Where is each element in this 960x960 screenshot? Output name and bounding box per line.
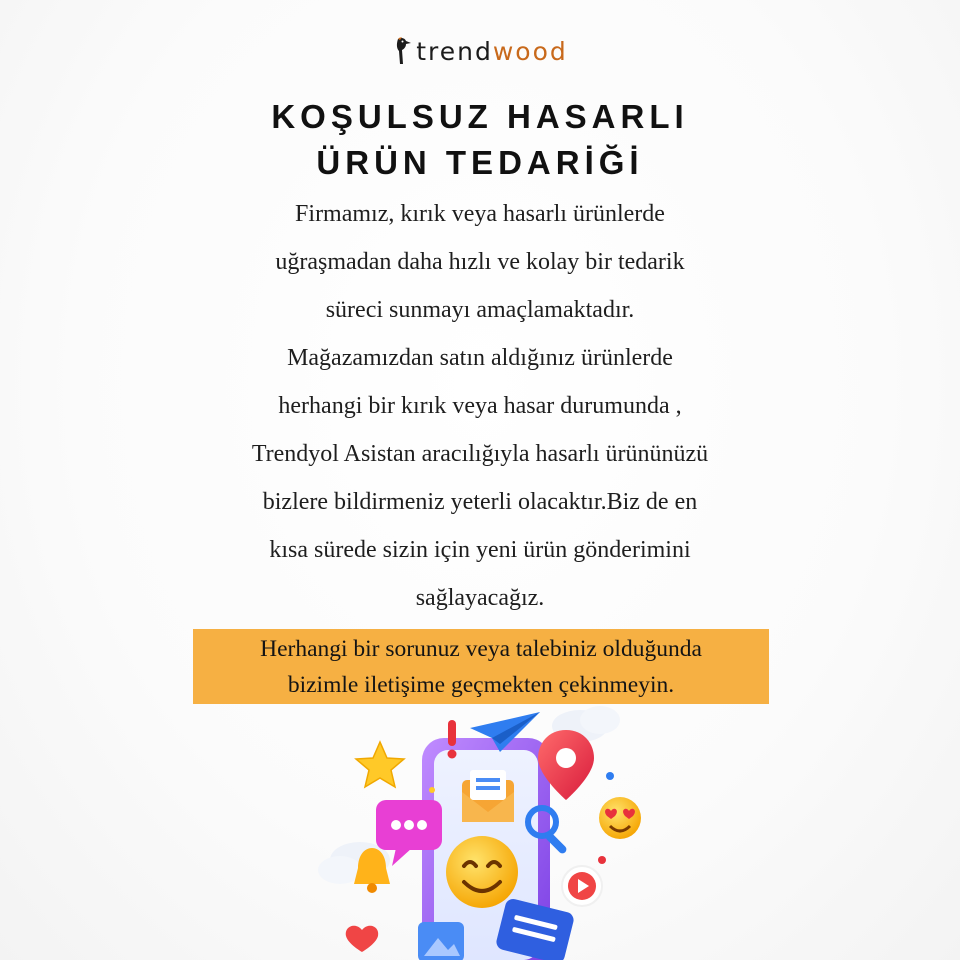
banner-line-2: bizimle iletişime geçmekten çekinmeyin. xyxy=(287,672,675,698)
body-line: Mağazamızdan satın aldığınız ürünlerde xyxy=(287,345,673,371)
decorative-dot xyxy=(598,856,606,864)
body-line: kısa sürede sizin için yeni ürün gönderimini xyxy=(269,537,691,563)
body-line: uğraşmadan daha hızlı ve kolay bir tedarik xyxy=(275,249,685,275)
exclamation-icon xyxy=(448,720,457,759)
title-line-1: KOŞULSUZ HASARLI xyxy=(271,98,689,135)
contact-banner xyxy=(193,629,769,704)
image-icon xyxy=(418,922,464,960)
brand-name-trend: trend xyxy=(416,36,493,66)
page-title xyxy=(0,94,960,186)
body-line: sağlayacağız. xyxy=(415,585,545,611)
decorative-dot xyxy=(429,787,435,793)
title-line-2: ÜRÜN TEDARİĞİ xyxy=(316,144,644,181)
decorative-dot xyxy=(606,772,614,780)
play-button-icon xyxy=(562,866,602,906)
star-icon xyxy=(356,742,404,787)
body-line: Trendyol Asistan aracılığıyla hasarlı ürününüzü xyxy=(251,441,709,467)
body-line: süreci sunmayı amaçlamaktadır. xyxy=(325,297,635,323)
brand-name xyxy=(416,36,568,66)
smiley-icon xyxy=(446,836,518,908)
body-line: herhangi bir kırık veya hasar durumunda , xyxy=(278,393,682,419)
body-line: Firmamız, kırık veya hasarlı ürünlerde xyxy=(295,201,665,227)
heart-icon xyxy=(346,926,378,952)
woodpecker-logo-icon xyxy=(392,36,412,66)
brand-logo xyxy=(0,36,960,66)
brand-name-wood: wood xyxy=(492,36,568,66)
description-paragraph xyxy=(0,190,960,622)
heart-eyes-emoji-icon xyxy=(599,797,641,839)
document-icon xyxy=(495,897,576,960)
banner-line-1: Herhangi bir sorunuz veya talebiniz olduğunda xyxy=(260,636,702,662)
body-line: bizlere bildirmeniz yeterli olacaktır.Biz de en xyxy=(262,489,698,515)
social-media-illustration xyxy=(300,700,680,960)
